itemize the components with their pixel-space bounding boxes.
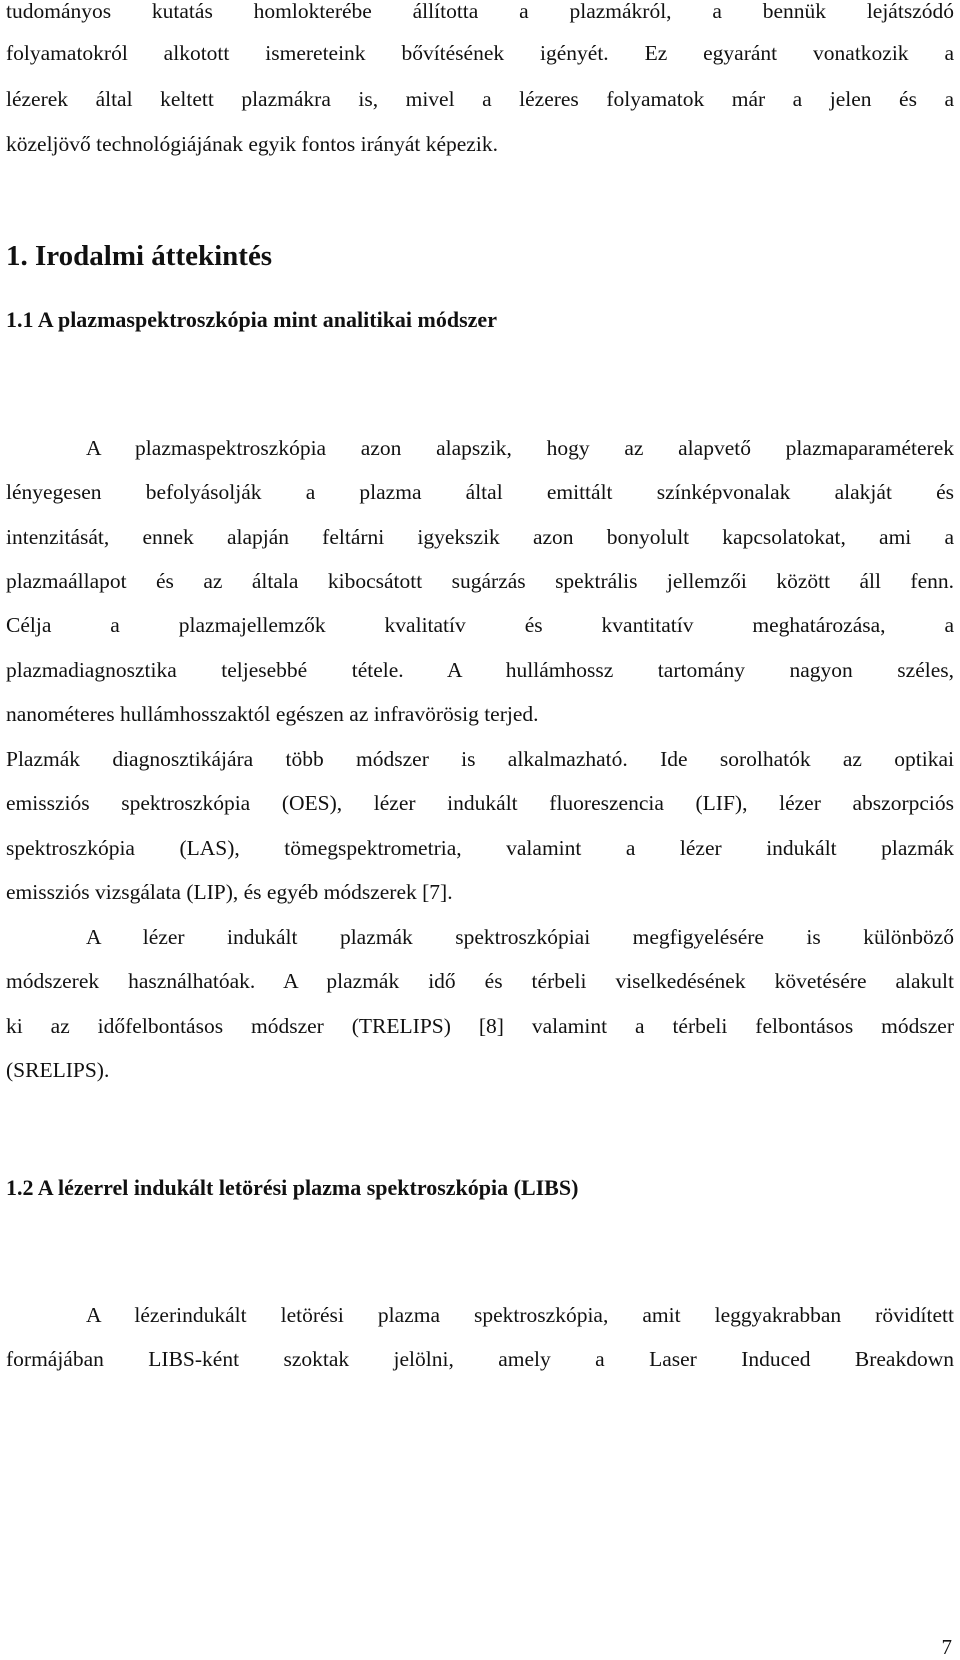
text-line: plazmadiagnosztika teljesebbé tétele. A hullámhossz tartomány nagyon széles, [6, 658, 954, 682]
text-line: plazmaállapot és az általa kibocsátott sugárzás spektrális jellemzői között áll fenn. [6, 569, 954, 593]
text-line: lézerek által keltett plazmákra is, mivel a lézeres folyamatok már a jelen és a [6, 87, 954, 111]
text-line: emissziós vizsgálata (LIP), és egyéb módszerek [7]. [6, 880, 453, 904]
text-line: Plazmák diagnosztikájára több módszer is alkalmazható. Ide sorolhatók az optikai [6, 747, 954, 771]
text-line: lényegesen befolyásolják a plazma által emittált színképvonalak alakját és [6, 480, 954, 504]
text-line: módszerek használhatóak. A plazmák idő és térbeli viselkedésének követésére alakult [6, 969, 954, 993]
text-line: emissziós spektroszkópia (OES), lézer indukált fluoreszencia (LIF), lézer abszorpciós [6, 791, 954, 815]
text-line: A lézer indukált plazmák spektroszkópiai megfigyelésére is különböző [86, 925, 954, 949]
text-line: nanométeres hullámhosszaktól egészen az infravörösig terjed. [6, 702, 539, 726]
page-number: 7 [941, 1635, 952, 1659]
chapter-heading: 1. Irodalmi áttekintés [6, 240, 273, 272]
text-line: A lézerindukált letörési plazma spektroszkópia, amit leggyakrabban rövidített [86, 1303, 954, 1327]
text-line: folyamatokról alkotott ismereteink bővítésének igényét. Ez egyaránt vonatkozik a [6, 41, 954, 65]
text-line: intenzitását, ennek alapján feltárni igyekszik azon bonyolult kapcsolatokat, ami a [6, 525, 954, 549]
section-1-2-heading: 1.2 A lézerrel indukált letörési plazma spektroszkópia (LIBS) [6, 1175, 579, 1200]
text-line: formájában LIBS-ként szoktak jelölni, amely a Laser Induced Breakdown [6, 1347, 954, 1371]
text-line: spektroszkópia (LAS), tömegspektrometria, valamint a lézer indukált plazmák [6, 836, 954, 860]
section-1-1-heading: 1.1 A plazmaspektroszkópia mint analitikai módszer [6, 307, 497, 332]
text-line: (SRELIPS). [6, 1058, 110, 1082]
text-line: ki az időfelbontásos módszer (TRELIPS) [8] valamint a térbeli felbontásos módszer [6, 1014, 954, 1038]
text-line: A plazmaspektroszkópia azon alapszik, hogy az alapvető plazmaparaméterek [86, 436, 954, 460]
text-line: Célja a plazmajellemzők kvalitatív és kvantitatív meghatározása, a [6, 613, 954, 637]
text-line: tudományos kutatás homlokterébe állította a plazmákról, a bennük lejátszódó [6, 0, 954, 23]
text-line: közeljövő technológiájának egyik fontos irányát képezik. [6, 132, 498, 156]
